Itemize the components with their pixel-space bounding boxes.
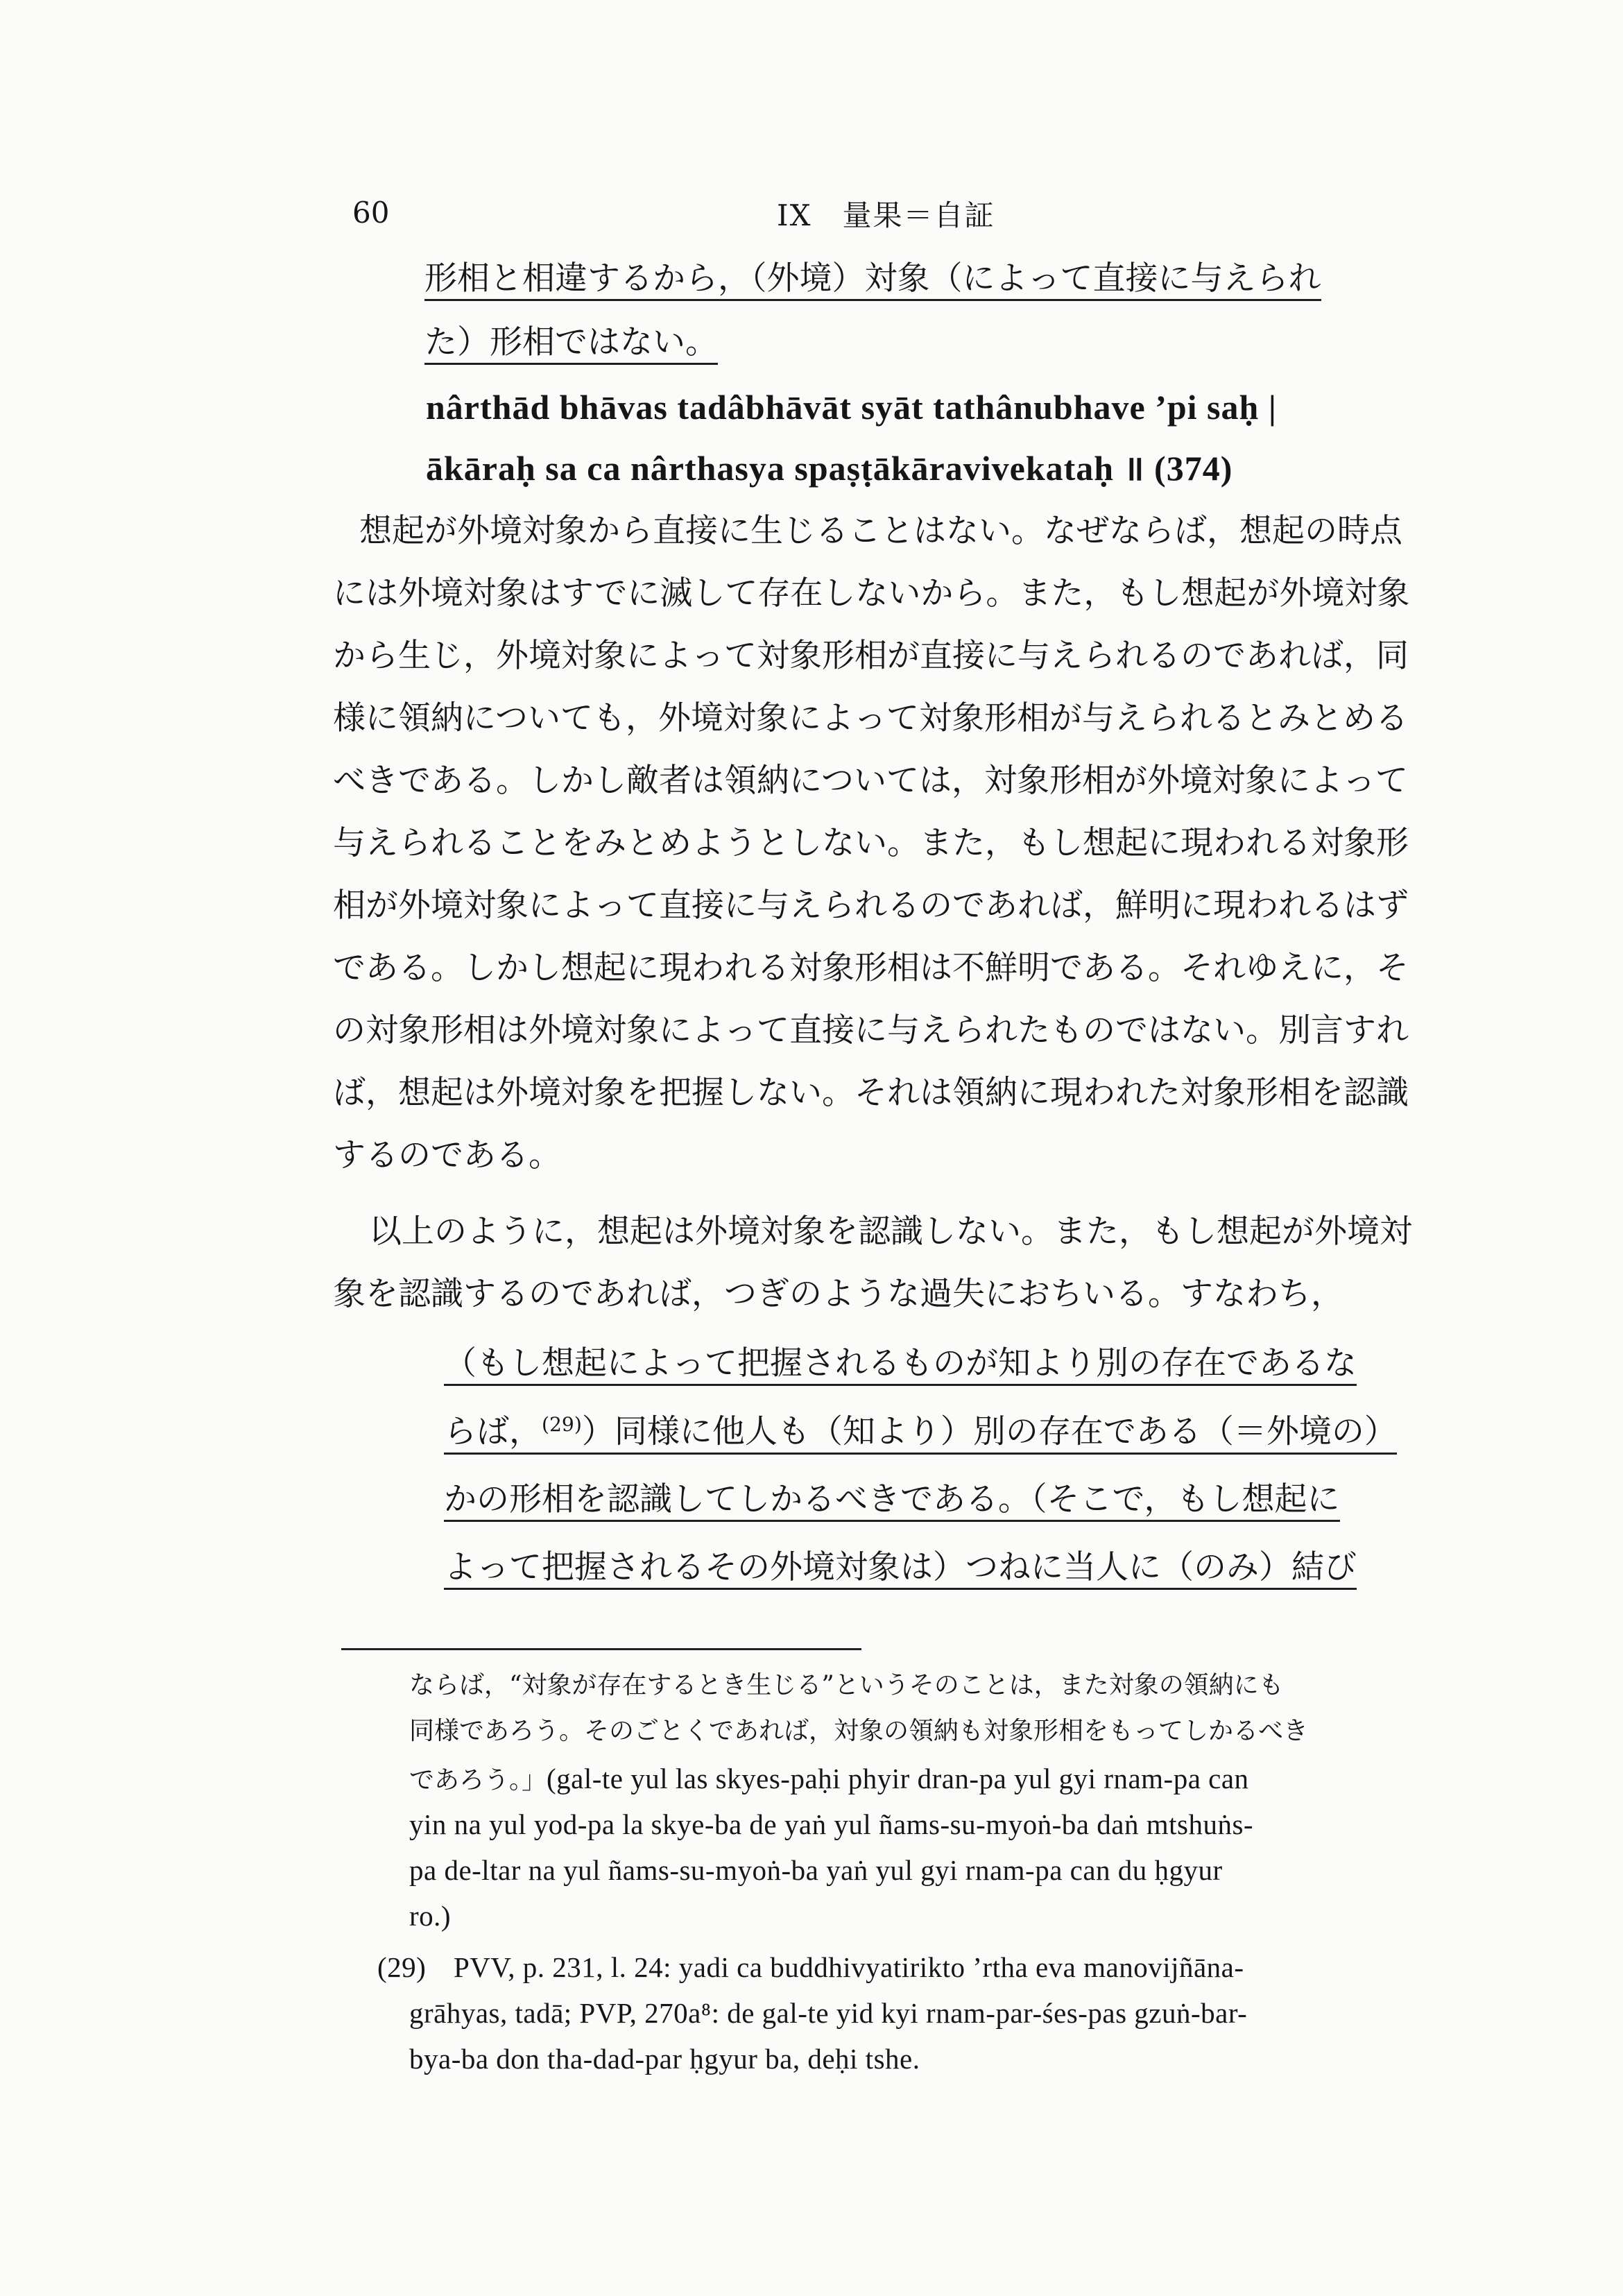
footnote-tibetan-line: yin na yul yod-pa la skye-ba de yaṅ yul ñams-su-myoṅ-ba daṅ mtshuṅs- <box>409 1808 1254 1840</box>
sanskrit-verse-line: ākāraḥ sa ca nârthasya spaṣṭākāravivekataḥ ॥ (374) <box>426 449 1233 488</box>
paragraph-line: 以上のように，想起は外境対象を認識しない。また，もし想起が外境対 <box>369 1213 1412 1251</box>
footnote-line: ならば，“対象が存在するとき生じる”というそのことは，また対象の領納にも <box>409 1671 1284 1699</box>
footnote-line: 同様であろう。そのごとくであれば，対象の領納も対象形相をもってしかるべき <box>409 1717 1309 1745</box>
paragraph-line: 様に領納についても，外境対象によって対象形相が与えられるとみとめる <box>333 699 1409 737</box>
running-head: IX 量果＝自証 <box>777 198 995 232</box>
footnote-29-line: bya-ba don tha-dad-par ḥgyur ba, deḥi tshe. <box>409 2043 920 2075</box>
paragraph-line: 与えられることをみとめようとしない。また，もし想起に現われる対象形 <box>333 824 1409 862</box>
footnote-tibetan-line: ro.) <box>409 1900 452 1932</box>
paragraph-line: するのである。 <box>333 1136 561 1174</box>
quote1-line: 形相と相違するから，（外境）対象（によって直接に与えられ <box>424 262 1321 301</box>
paragraph-line: べきである。しかし敵者は領納については，対象形相が外境対象によって <box>333 762 1409 800</box>
quote2-line: （もし想起によって把握されるものが知より別の存在であるな <box>444 1347 1357 1386</box>
footnote-ref-29: (29) <box>542 1413 582 1436</box>
quote2-line: かの形相を認識してしかるべきである。（そこで，もし想起に <box>444 1483 1340 1522</box>
footnote-29-line: PVV, p. 231, l. 24: yadi ca buddhivyatirikto ’rtha eva manovijñāna- <box>454 1951 1244 1983</box>
paragraph-line: ば，想起は外境対象を把握しない。それは領納に現われた対象形相を認識 <box>333 1074 1409 1112</box>
quote2-text: らば， <box>444 1412 542 1451</box>
page-number: 60 <box>352 196 390 230</box>
footnote-tibetan: (gal-te yul las skyes-paḥi phyir dran-pa yul gyi rnam-pa can <box>547 1763 1249 1794</box>
footnote-text: であろう。」 <box>409 1766 547 1794</box>
quote2-line <box>444 1412 1397 1455</box>
sanskrit-verse-line: nârthād bhāvas tadâbhāvāt syāt tathânubhave ’pi saḥ | <box>426 388 1277 427</box>
footnote-label-29: (29) <box>377 1951 427 1983</box>
paragraph-line: 想起が外境対象から直接に生じることはない。なぜならば，想起の時点 <box>359 512 1402 550</box>
quote2-line: よって把握されるその外境対象は）つねに当人に（のみ）結び <box>444 1551 1357 1590</box>
quote1-line: た）形相ではない。 <box>424 326 718 365</box>
paragraph-line: 象を認識するのであれば，つぎのような過失におちいる。すなわち， <box>333 1275 1343 1313</box>
footnote-line <box>409 1765 1249 1793</box>
paragraph-line: 相が外境対象によって直接に与えられるのであれば，鮮明に現われるはず <box>333 886 1409 925</box>
paragraph-line: の対象形相は外境対象によって直接に与えられたものではない。別言すれ <box>333 1011 1409 1050</box>
footnote-29-line: grāhyas, tadā; PVP, 270a⁸: de gal-te yid kyi rnam-par-śes-pas gzuṅ-bar- <box>409 1997 1248 2029</box>
quote2-text: ）同様に他人も（知より）別の存在である（＝外境の） <box>581 1412 1397 1451</box>
paragraph-line: である。しかし想起に現われる対象形相は不鮮明である。それゆえに，そ <box>333 949 1409 987</box>
footnote-rule <box>341 1648 861 1650</box>
paragraph-line: には外境対象はすでに滅して存在しないから。また，もし想起が外境対象 <box>333 574 1410 612</box>
paragraph-line: から生じ，外境対象によって対象形相が直接に与えられるのであれば，同 <box>333 637 1409 675</box>
footnote-tibetan-line: pa de-ltar na yul ñams-su-myoṅ-ba yaṅ yul gyi rnam-pa can du ḥgyur <box>409 1854 1223 1886</box>
